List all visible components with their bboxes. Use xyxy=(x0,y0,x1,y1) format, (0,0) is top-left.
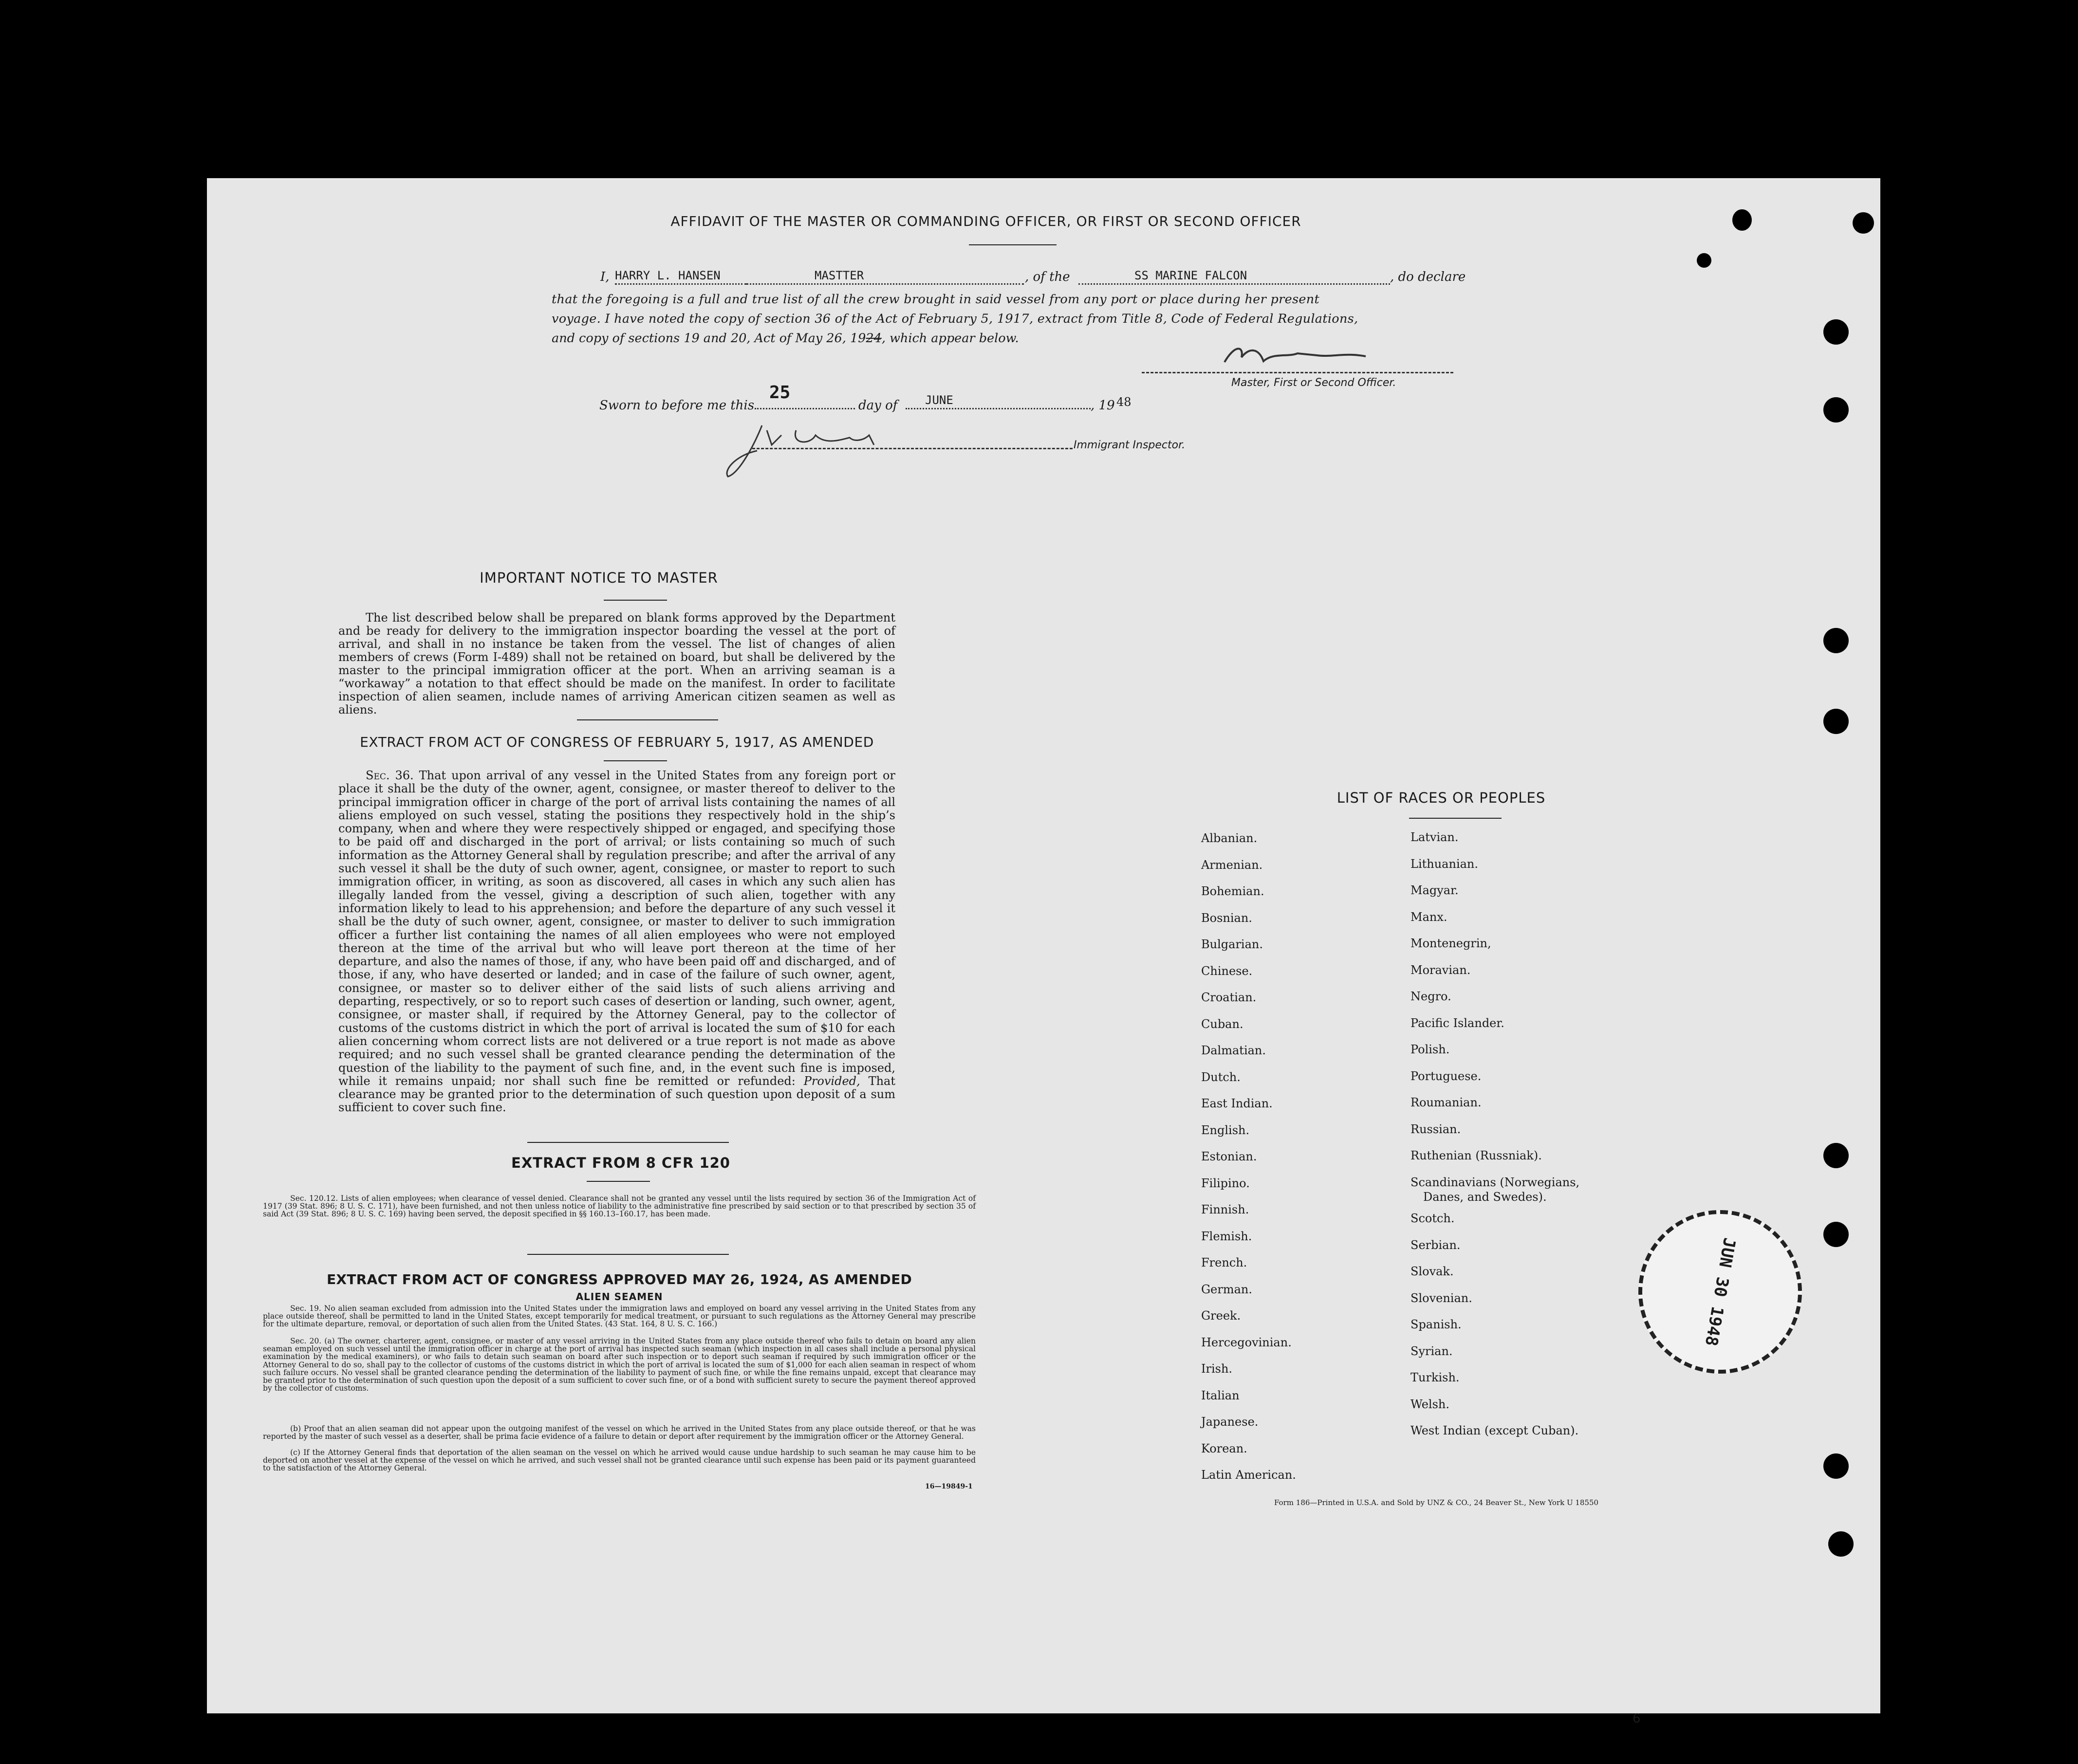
race-item: Slovak. xyxy=(1410,1265,1454,1278)
stamp-date: JUN 30 1948 xyxy=(1701,1236,1740,1348)
divider xyxy=(527,1142,729,1143)
race-item: Finnish. xyxy=(1201,1203,1249,1216)
master-signature xyxy=(1220,343,1414,367)
punch-hole xyxy=(1823,1143,1849,1168)
race-item: Dutch. xyxy=(1201,1070,1241,1084)
race-item: Slovenian. xyxy=(1410,1291,1472,1305)
punch-hole xyxy=(1828,1531,1854,1557)
race-item: Bosnian. xyxy=(1201,911,1252,925)
race-item: Scandinavians (Norwegians, xyxy=(1410,1175,1580,1189)
form-code: 16—19849-1 xyxy=(925,1483,973,1490)
divider xyxy=(1409,818,1502,819)
punch-hole xyxy=(1853,212,1874,234)
struck-year: 24 xyxy=(866,331,882,346)
race-item: Bulgarian. xyxy=(1201,937,1263,951)
affidavit-line-4-b: , which appear below. xyxy=(881,331,1019,346)
race-item: Dalmatian. xyxy=(1201,1044,1266,1057)
race-item: Greek. xyxy=(1201,1309,1241,1323)
race-item: Russian. xyxy=(1410,1122,1461,1136)
races-title: LIST OF RACES OR PEOPLES xyxy=(1336,790,1546,806)
page-number: 6 xyxy=(1633,1711,1641,1726)
punch-hole xyxy=(1823,1453,1849,1479)
race-item: Korean. xyxy=(1201,1441,1247,1455)
affidavit-title: AFFIDAVIT OF THE MASTER OR COMMANDING OFFICER, OR FIRST OR SECOND OFFICER xyxy=(670,213,1301,229)
affidavit-line-3: voyage. I have noted the copy of section 36 of the Act of February 5, 1917, extract from Title 8, Code of Federal Regulations, xyxy=(552,312,1358,326)
divider xyxy=(587,1181,650,1182)
sec-36-text-a: That upon arrival of any vessel in the United States from any foreign port or place it shall be the duty of the owner, agent, consignee, or master thereof to deliver to the principal immigration officer in charge of the port of arrival lists containing the names of all aliens employed on such vessel, stating the positions they respectively hold in the ship’s company, when and where they were respectively shipped or engaged, and specifying those to be paid off and discharged in the port of arrival; or lists containing so much of such information as the Attorney General shall by regulation prescribe; and after the arrival of any such vessel it shall be the duty of such owner, agent, consignee, or master to report to such immigration officer, in writing, as soon as discovered, all cases in which any such alien has illegally landed from the vessel, giving a description of such alien, together with any information likely to lead to his apprehension; and before the departure of any such vessel it shall be the duty of such owner, agent, consignee, or master to deliver to such immigration officer a further list containing the names of all alien employees who were not employed thereon at the time of the arrival but who will leave port thereon at the time of her departure, and also the names of those, if any, who have been paid off and discharged, and of those, if any, who have deserted or landed; and in case of the failure of such owner, agent, consignee, or master so to deliver either of the said lists of such aliens arriving and departing, respectively, or so to report such cases of desertion or landing, such owner, agent, consignee, or master shall, if required by the Attorney General, pay to the collector of customs of the customs district in which the port of arrival is located the sum of $10 for each alien concerning whom correct lists are not delivered or a true report is not made as above required; and no such vessel shall be granted clearance pending the determination of the question of the liability to the payment of such fine, and, in the event such fine is imposed, while it remains unpaid; nor shall such fine be remitted or refunded: xyxy=(338,769,895,1088)
extract-1924-title: EXTRACT FROM ACT OF CONGRESS APPROVED MAY 26, 1924, AS AMENDED xyxy=(326,1271,912,1287)
divider xyxy=(969,244,1057,245)
affidavit-line-2: that the foregoing is a full and true list of all the crew brought in said vessel from any port or place during her present xyxy=(552,292,1320,307)
sworn-month: JUNE xyxy=(925,393,953,407)
race-item: Chinese. xyxy=(1201,964,1253,978)
vessel-name: SS MARINE FALCON xyxy=(1134,269,1247,282)
inspector-signature xyxy=(723,416,918,489)
form-sheet xyxy=(207,178,1880,1726)
race-item: Portuguese. xyxy=(1410,1069,1482,1083)
inspector-caption: Immigrant Inspector. xyxy=(1074,439,1186,451)
punch-hole xyxy=(1697,253,1711,268)
affidavit-line-4-a: and copy of sections 19 and 20, Act of May 26, 19 xyxy=(552,331,866,346)
cfr-body: Sec. 120.12. Lists of alien employees; when clearance of vessel denied. Clearance shall not be granted any vessel until the lists required by section 36 of the Immigration Act of 1917 (39 Stat. 896; 8 U. S. C. 171), have been furnished, and not then unless notice of liability to the administrative fine prescribed by said section or to that prescribed by section 35 of said Act (39 Stat. 896; 8 U. S. C. 169) having been served, the deposit specified in §§ 160.13–160.17, has been made. xyxy=(263,1194,976,1219)
race-item: Danes, and Swedes). xyxy=(1423,1190,1547,1204)
cfr-title: EXTRACT FROM 8 CFR 120 xyxy=(511,1155,730,1171)
sec-20c-text: (c) If the Attorney General finds that deportation of the alien seaman on the vessel on which he arrived would cause undue hardship to such seaman he may cause him to be deported on another vessel at the expense of the vessel on which he arrived, and such vessel shall not be granted clearance until such expense has been paid or its payment guaranteed to the satisfaction of the Attorney General. xyxy=(263,1448,976,1473)
sworn-month-field xyxy=(906,393,1091,409)
race-item: Syrian. xyxy=(1410,1344,1453,1358)
race-item: Magyar. xyxy=(1410,883,1459,897)
race-item: Polish. xyxy=(1410,1043,1450,1056)
race-item: Italian xyxy=(1201,1388,1240,1402)
vessel-field xyxy=(1078,269,1390,285)
race-item: East Indian. xyxy=(1201,1097,1273,1110)
of-the-label: , of the xyxy=(1025,270,1070,284)
race-item: Irish. xyxy=(1201,1362,1233,1376)
master-rank-field xyxy=(746,269,1024,285)
divider xyxy=(604,600,667,601)
race-item: Welsh. xyxy=(1410,1397,1449,1411)
extract-1924-subtitle: ALIEN SEAMEN xyxy=(575,1291,663,1303)
race-item: Filipino. xyxy=(1201,1176,1250,1190)
race-item: English. xyxy=(1201,1123,1250,1137)
provided-word: Provided, xyxy=(803,1074,860,1088)
race-item: Negro. xyxy=(1410,990,1451,1003)
race-item: Japanese. xyxy=(1201,1415,1259,1429)
race-item: Moravian. xyxy=(1410,963,1471,977)
sec-20b-text: (b) Proof that an alien seaman did not appear upon the outgoing manifest of the vessel on which he arrived in the United States from any place outside thereof, or that he was reported by the master of such vessel as a deserter, shall be prima facie evidence of a failure to detain or deport after requirement by the immigration officer or the Attorney General. xyxy=(263,1424,976,1441)
race-item: Bohemian. xyxy=(1201,884,1264,898)
race-item: Albanian. xyxy=(1201,831,1258,845)
extract-1917-body xyxy=(338,769,895,1115)
race-item: Montenegrin, xyxy=(1410,937,1491,950)
race-item: Ruthenian (Russniak). xyxy=(1410,1149,1542,1162)
divider xyxy=(577,719,718,720)
extract-1917-title: EXTRACT FROM ACT OF CONGRESS OF FEBRUARY 5, 1917, AS AMENDED xyxy=(360,734,874,750)
race-item: Estonian. xyxy=(1201,1150,1257,1163)
race-item: Flemish. xyxy=(1201,1229,1252,1243)
race-item: German. xyxy=(1201,1282,1252,1296)
notice-body: The list described below shall be prepared on blank forms approved by the Department and be ready for delivery to the immigration inspector boarding the vessel at the port of arrival, and shall in no instance be taken from the vessel. The list of changes of alien members of crews (Form I-489) shall not be retained on board, but shall be delivered by the master to the principal immigration officer at the port. When an arriving seaman is a “workaway” a notation to that effect should be made on the manifest. In order to facilitate inspection of alien seamen, include names of arriving American citizen seamen as well as aliens. xyxy=(338,611,895,717)
race-item: Latvian. xyxy=(1410,830,1459,844)
race-item: Lithuanian. xyxy=(1410,857,1479,871)
notice-title: IMPORTANT NOTICE TO MASTER xyxy=(480,570,718,586)
sec-36-text-b: That clearance may be granted prior to the determination of such question upon deposit of a sum sufficient to cover such fine. xyxy=(338,1074,895,1115)
race-item: Pacific Islander. xyxy=(1410,1016,1504,1030)
race-item: Serbian. xyxy=(1410,1238,1461,1252)
sec-36-label: Sec. 36. xyxy=(366,769,414,782)
race-item: Turkish. xyxy=(1410,1371,1460,1384)
master-signature-caption: Master, First or Second Officer. xyxy=(1231,377,1396,389)
race-item: Latin American. xyxy=(1201,1468,1296,1482)
affidavit-line-4 xyxy=(552,331,1019,346)
sworn-day-field xyxy=(755,383,855,409)
sworn-day: 25 xyxy=(769,383,791,403)
printer-line: Form 186—Printed in U.S.A. and Sold by UNZ & CO., 24 Beaver St., New York U 18550 xyxy=(1274,1498,1599,1507)
race-item: Roumanian. xyxy=(1410,1096,1482,1109)
inspector-signature-line xyxy=(752,448,1073,449)
punch-hole xyxy=(1823,397,1849,423)
day-of-label: day of xyxy=(858,398,898,413)
sec-19-text: Sec. 19. No alien seaman excluded from admission into the United States under the immigration laws and employed on board any vessel arriving in the United States from any place outside thereof, shall be permitted to land in the United States, except temporarily for medical treatment, or pursuant to such regulations as the Attorney General may prescribe for the ultimate departure, removal, or deportation of such alien from the United States. (43 Stat. 164, 8 U. S. C. 166.) xyxy=(263,1304,976,1329)
date-stamp xyxy=(1638,1210,1802,1374)
divider xyxy=(527,1254,729,1255)
master-name-field xyxy=(615,269,746,285)
punch-hole xyxy=(1823,319,1849,345)
master-signature-line xyxy=(1142,372,1453,373)
race-item: Cuban. xyxy=(1201,1017,1243,1031)
punch-hole xyxy=(1732,209,1752,231)
declare-label: , do declare xyxy=(1390,270,1466,284)
affidavit-i-label: I, xyxy=(600,270,610,284)
master-name: HARRY L. HANSEN xyxy=(615,269,721,282)
race-item: Armenian. xyxy=(1201,858,1263,872)
sec-20a-text: Sec. 20. (a) The owner, charterer, agent, consignee, or master of any vessel arriving in the United States from any place outside thereof who fails to detain on board any alien seaman employed on such vessel until the immigration officer in charge at the port of arrival has inspected such seaman (which inspection in all cases shall include a personal physical examination by the medical examiners), or who fails to detain such seaman on board after such inspection or to deport such seaman if required by such immigration officer or the Attorney General to do so, shall pay to the collector of customs of the customs district in which the port of arrival is located the sum of $1,000 for each alien seaman in respect of whom such failure occurs. No vessel shall be granted clearance pending the determination of the liability to payment of such fine, or while the fine remains unpaid, except that clearance may be granted prior to the determination of such question upon the deposit of a sum sufficient to cover such fine, or of a bond with sufficient surety to secure the payment thereof approved by the collector of customs. xyxy=(263,1337,976,1393)
divider xyxy=(604,760,667,761)
race-item: Manx. xyxy=(1410,910,1447,924)
race-item: French. xyxy=(1201,1256,1247,1269)
punch-hole xyxy=(1823,709,1849,734)
sworn-year: 48 xyxy=(1116,395,1132,409)
year-prefix: , 19 xyxy=(1091,398,1115,413)
punch-hole xyxy=(1823,1222,1849,1247)
race-item: Scotch. xyxy=(1410,1212,1455,1225)
race-item: Croatian. xyxy=(1201,991,1257,1004)
race-item: Hercegovinian. xyxy=(1201,1335,1292,1349)
sworn-label: Sworn to before me this xyxy=(599,398,755,413)
master-rank: MASTTER xyxy=(815,269,864,282)
race-item: Spanish. xyxy=(1410,1318,1462,1331)
punch-hole xyxy=(1823,628,1849,653)
race-item: West Indian (except Cuban). xyxy=(1410,1424,1579,1437)
